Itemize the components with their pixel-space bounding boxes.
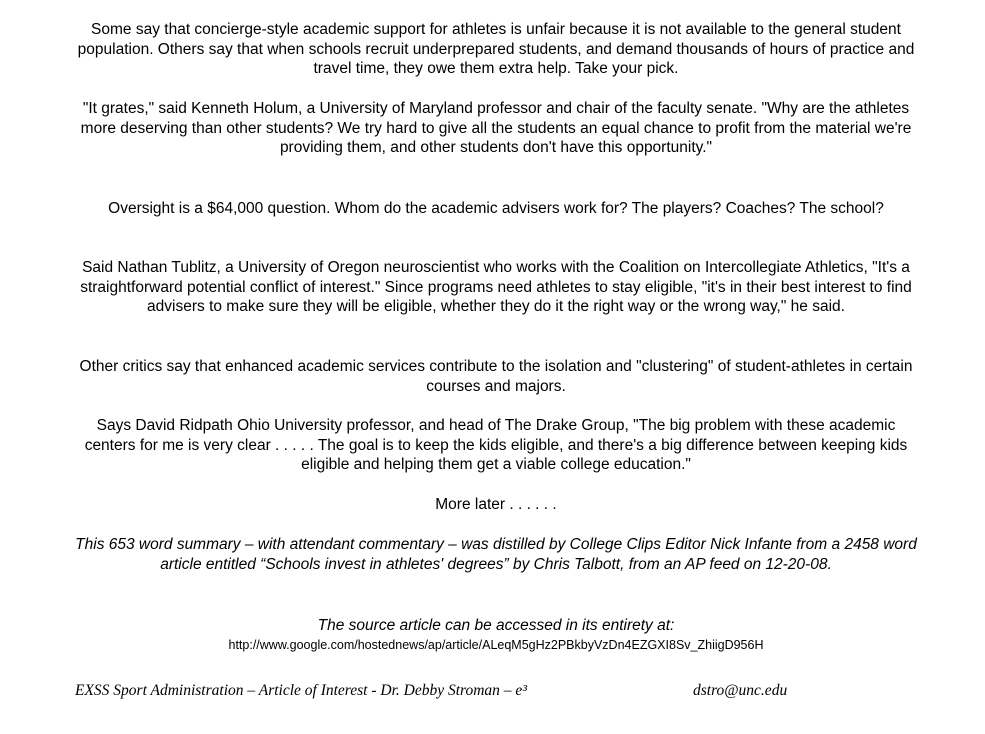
page-footer <box>75 682 788 700</box>
paragraph-holum-quote: "It grates," said Kenneth Holum, a University of Maryland professor and chair of the faculty senate. "Why are the athletes more deserving than other students? We try hard to give all the students an equal chance to profit from the material we're providing them, and other students don't have this opportunity." <box>80 100 912 156</box>
source-label: The source article can be accessed in its entirety at: <box>317 617 675 634</box>
source-url-link[interactable]: http://www.google.com/hostednews/ap/article/ALeqM5gHz2PBkbyVzDn4EZGXI8Sv_ZhiigD956H <box>228 637 764 652</box>
source-block <box>70 616 922 654</box>
summary-note: This 653 word summary – with attendant commentary – was distilled by College Clips Editor Nick Infante from a 2458 word article entitled “Schools invest in athletes' degrees” by Chris Talbott, from an AP feed on 12-20-08. <box>75 536 917 573</box>
paragraph-ridpath-quote: Says David Ridpath Ohio University professor, and head of The Drake Group, "The big problem with these academic centers for me is very clear . . . . . The goal is to keep the kids eligible, and there's a big difference between keeping kids eligible and helping them get a viable college education." <box>84 417 908 473</box>
more-later-text: More later . . . . . . <box>435 496 557 513</box>
footer-email-link[interactable]: dstro@unc.edu <box>693 682 788 699</box>
paragraph-other-critics: Other critics say that enhanced academic services contribute to the isolation and "clustering" of student-athletes in certain courses and majors. <box>79 358 913 395</box>
paragraph-oversight: Oversight is a $64,000 question. Whom do the academic advisers work for? The players? Coaches? The school? <box>108 200 884 217</box>
paragraph-concierge-support: Some say that concierge-style academic support for athletes is unfair because it is not available to the general student population. Others say that when schools recruit underprepared students, and demand thousands of hours of practice and travel time, they owe them extra help. Take your pick. <box>77 21 915 77</box>
footer-attribution: EXSS Sport Administration – Article of Interest - Dr. Debby Stroman – e³ <box>75 682 527 699</box>
paragraph-tublitz-quote: Said Nathan Tublitz, a University of Oregon neuroscientist who works with the Coalition on Intercollegiate Athletics, "It's a straightforward potential conflict of interest." Since programs need athletes to stay eligible, "it's in their best interest to find advisers to make sure they will be eligible, whether they do it the right way or the wrong way," he said. <box>80 259 912 315</box>
